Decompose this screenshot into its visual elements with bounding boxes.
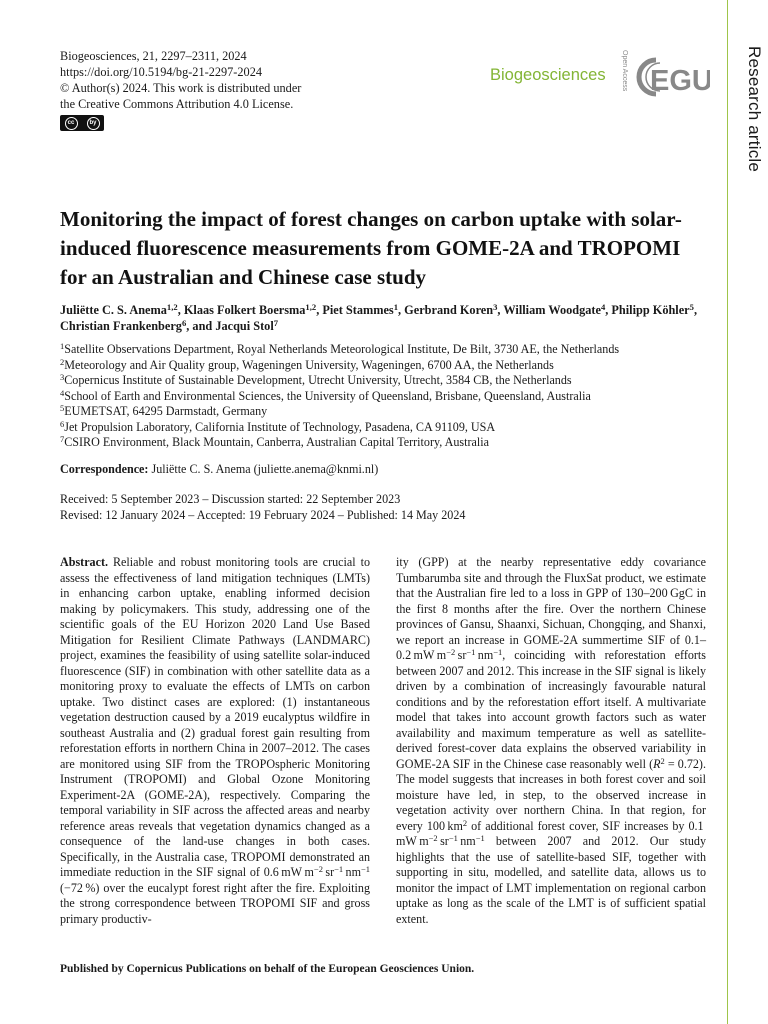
- cc-symbol: cc: [65, 117, 78, 130]
- egu-logo: [634, 54, 710, 105]
- affiliation-item: $^4$School of Earth and Environmental Sciences, the University of Queensland, Brisbane, Queensland, Australia: [60, 387, 591, 403]
- affiliation-item: $^1$Satellite Observations Department, Royal Netherlands Meteorological Institute, De Bilt, 3730 AE, the Netherlands: [60, 341, 620, 356]
- author-list: Juliëtte C. S. Anema$^{1,2}$, Klaas Folkert Boersma$^{1,2}$, Piet Stammes$^1$, Gerbrand Koren$^3$, William Woodgate$^4$, Philipp Köhler$^5$, Christian Frankenberg$^6$, and Jacqui Stol$^7$: [60, 302, 698, 333]
- doi-link[interactable]: https://doi.org/10.5194/bg-21-2297-2024: [60, 65, 262, 79]
- correspondence-text[interactable]: Juliëtte C. S. Anema (juliette.anema@knmi.nl): [151, 462, 379, 476]
- publication-dates: [60, 491, 465, 523]
- abstract-text-left: Reliable and robust monitoring tools are crucial to assess the effectiveness of land mitigation techniques (LMTs) in enhancing carbon uptake, enabling informed decision making by policymakers. This study, addressing one of the scientific goals of the EU Horizon 2020 Land Use Based Mitigation for Resilient Climate Pathways (LANDMARC) project, examines the feasibility of using satellite solar-induced fluorescence (SIF) in combination with other satellite data as a monitoring proxy to evaluate the effects of LMTs on carbon uptake. Two distinct cases are explored: (1) instantaneous vegetation destruction caused by a 2019 eucalyptus wildfire in southeast Australia and (2) gradual forest gain resulting from reforestation efforts in northern China in 2007–2012. The cases are monitored using SIF from the TROPOspheric Monitoring Instrument (TROPOMI) and Global Ozone Monitoring Experiment-2A (GOME-2A), respectively. Comparing the temporal variability in SIF across the affected areas and nearby reference areas reveals that vegetation dynamics changed as a consequence of the land-use changes in both cases. Specifically, in the Australia case, TROPOMI demonstrated an immediate reduction in the SIF signal of 0.6 mW $m^{-2}$ $sr^{-1}$ $nm^{-1}$ (−72 %) over the eucalypt forest right after the fire. Exploiting the strong correspondence between TROPOMI SIF and gross primary productiv-: [60, 555, 370, 926]
- article-type-label: Research article: [745, 46, 764, 173]
- dates-line-1: Received: 5 September 2023 – Discussion started: 22 September 2023: [60, 492, 401, 506]
- abstract-column-right: [396, 555, 706, 927]
- copyright-line: © Author(s) 2024. This work is distributed under: [60, 81, 302, 95]
- affiliation-item: $^2$Meteorology and Air Quality group, Wageningen University, Wageningen, 6700 AA, the Netherlands: [60, 356, 554, 372]
- affiliation-item: $^5$EUMETSAT, 64295 Darmstadt, Germany: [60, 403, 268, 418]
- affiliation-item: $^7$CSIRO Environment, Black Mountain, Canberra, Australian Capital Territory, Australia: [60, 434, 489, 449]
- abstract-text-right: ity (GPP) at the nearby representative eddy covariance Tumbarumba site and through the FluxSat product, we estimate that the Australian fire led to a loss in GPP of 130–200 GgC in the first 8 months after the fire. Over the northern Chinese provinces of Gansu, Shaanxi, Sichuan, Chongqing, and Shanxi, we report an increase in GOME-2A summertime SIF of 0.1–0.2 mW $m^{-2}$ $sr^{-1}$ $nm^{-1}$, coinciding with reforestation efforts between 2007 and 2012. This increase in the SIF signal is likely driven by a combination of increasingly favourable natural conditions and by the reforestation effort itself. A multivariate model that takes into account growth factors such as water availability and maximum temperature as well as satellite-derived forest-cover data explains the observed variability in GOME-2A SIF in the Chinese case reasonably well $(R^2 = 0.72)$. The model suggests that increases in both forest cover and soil moisture have led, in step, to the observed increase in vegetation activity over northern China. In that region, for every 100 $km^2$ of additional forest cover, SIF increases by 0.1 mW $m^{-2}$ $sr^{-1}$ $nm^{-1}$ between 2007 and 2012. Our study highlights that the use of satellite-based SIF, together with supporting in situ, modelled, and satellite data, allows us to monitor the impact of LMT implementation on regional carbon uptake as long as the scale of the LMT is of sufficient spatial extent.: [396, 555, 706, 926]
- journal-name: Biogeosciences: [490, 66, 606, 84]
- cc-by-icon[interactable]: [60, 115, 104, 131]
- abstract-column-left: [60, 555, 370, 927]
- article-title: Monitoring the impact of forest changes on carbon uptake with solar-induced fluorescence measurements from GOME-2A and TROPOMI for an Australian and Chinese case study: [60, 207, 682, 289]
- correspondence-label: Correspondence:: [60, 462, 149, 476]
- license-line: the Creative Commons Attribution 4.0 License.: [60, 97, 294, 111]
- by-symbol: by: [87, 117, 100, 130]
- correspondence: [60, 462, 378, 477]
- abstract-label: Abstract.: [60, 555, 109, 569]
- egu-logo-text: EGU: [650, 65, 710, 97]
- side-rule: [727, 0, 728, 1024]
- publisher-footer: Published by Copernicus Publications on behalf of the European Geosciences Union.: [60, 963, 475, 975]
- affiliations: [60, 342, 720, 451]
- citation-block: [60, 48, 301, 112]
- affiliation-item: $^3$Copernicus Institute of Sustainable Development, Utrecht University, Utrecht, 3584 CB, the Netherlands: [60, 372, 572, 387]
- journal-reference: Biogeosciences, 21, 2297–2311, 2024: [60, 49, 247, 63]
- egu-logo-graphic: [634, 54, 710, 100]
- dates-line-2: Revised: 12 January 2024 – Accepted: 19 February 2024 – Published: 14 May 2024: [60, 508, 466, 522]
- open-access-label: Open Access: [621, 50, 628, 92]
- affiliation-item: $^6$Jet Propulsion Laboratory, California Institute of Technology, Pasadena, CA 91109, USA: [60, 418, 496, 434]
